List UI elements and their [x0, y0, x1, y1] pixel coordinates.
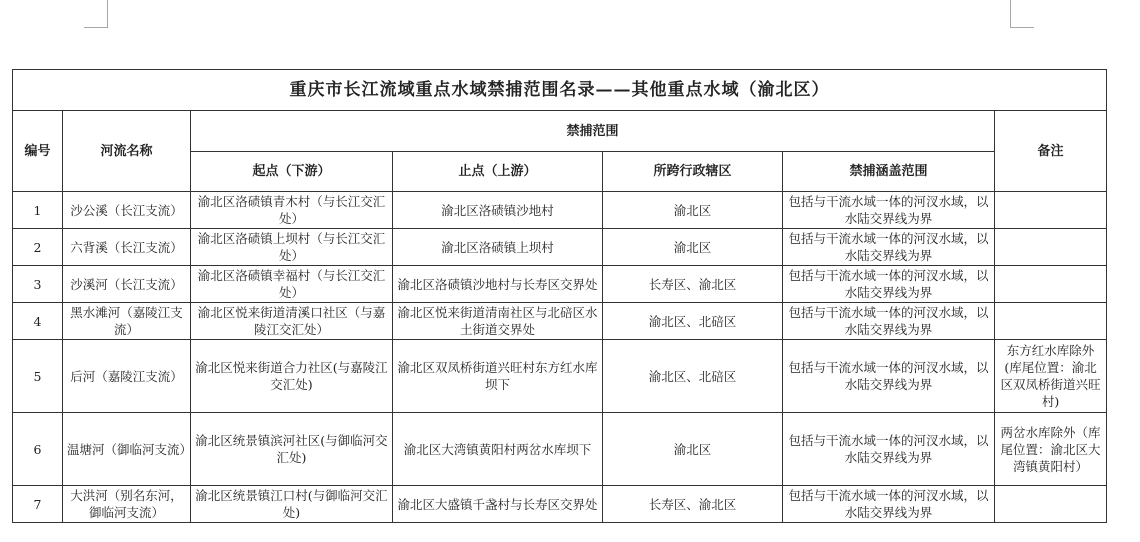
header-coverage: 禁捕涵盖范围 — [783, 152, 995, 192]
cell-end: 渝北区双凤桥街道兴旺村东方红水库坝下 — [393, 340, 603, 413]
cell-end: 渝北区大盛镇千盏村与长寿区交界处 — [393, 486, 603, 523]
header-note: 备注 — [995, 111, 1107, 192]
crop-mark-top-right-horizontal — [1010, 27, 1034, 28]
cell-district: 长寿区、渝北区 — [603, 266, 783, 303]
cell-district: 渝北区、北碚区 — [603, 303, 783, 340]
cell-no: 3 — [13, 266, 63, 303]
cell-end: 渝北区洛碛镇上坝村 — [393, 229, 603, 266]
cell-start: 渝北区洛碛镇幸福村（与长江交汇处） — [191, 266, 393, 303]
cell-start: 渝北区洛碛镇上坝村（与长江交汇处） — [191, 229, 393, 266]
cell-end: 渝北区洛碛镇沙地村 — [393, 192, 603, 229]
crop-mark-top-right-vertical — [1010, 0, 1011, 28]
table-row — [13, 413, 1107, 486]
table-row — [13, 486, 1107, 523]
cell-coverage: 包括与干流水域一体的河汊水域，以水陆交界线为界 — [783, 192, 995, 229]
cell-coverage: 包括与干流水域一体的河汊水域，以水陆交界线为界 — [783, 303, 995, 340]
header-no: 编号 — [13, 111, 63, 192]
table-row — [13, 303, 1107, 340]
header-river: 河流名称 — [63, 111, 191, 192]
table-row — [13, 340, 1107, 413]
table-row — [13, 192, 1107, 229]
table-row — [13, 229, 1107, 266]
cell-coverage: 包括与干流水域一体的河汊水域，以水陆交界线为界 — [783, 340, 995, 413]
cell-start: 渝北区悦来街道合力社区(与嘉陵江交汇处) — [191, 340, 393, 413]
header-district: 所跨行政辖区 — [603, 152, 783, 192]
crop-mark-top-left-vertical — [107, 0, 108, 28]
cell-coverage: 包括与干流水域一体的河汊水域，以水陆交界线为界 — [783, 229, 995, 266]
header-end: 止点（上游） — [393, 152, 603, 192]
cell-note: 东方红水库除外(库尾位置：渝北区双凤桥街道兴旺村) — [995, 340, 1107, 413]
cell-no: 4 — [13, 303, 63, 340]
cell-river: 温塘河（御临河支流） — [63, 413, 191, 486]
cell-coverage: 包括与干流水域一体的河汊水域，以水陆交界线为界 — [783, 486, 995, 523]
cell-start: 渝北区悦来街道清溪口社区（与嘉陵江交汇处） — [191, 303, 393, 340]
fishing-ban-table — [12, 69, 1107, 523]
cell-district: 渝北区、北碚区 — [603, 340, 783, 413]
cell-river: 六背溪（长江支流） — [63, 229, 191, 266]
cell-note — [995, 486, 1107, 523]
cell-start: 渝北区统景镇江口村(与御临河交汇处) — [191, 486, 393, 523]
cell-note — [995, 303, 1107, 340]
table-row — [13, 266, 1107, 303]
cell-end: 渝北区大湾镇黄阳村两岔水库坝下 — [393, 413, 603, 486]
cell-note — [995, 266, 1107, 303]
cell-note — [995, 192, 1107, 229]
crop-mark-top-left-horizontal — [84, 27, 108, 28]
cell-district: 渝北区 — [603, 192, 783, 229]
cell-river: 后河（嘉陵江支流） — [63, 340, 191, 413]
header-range: 禁捕范围 — [191, 111, 995, 152]
cell-end: 渝北区悦来街道清南社区与北碚区水土街道交界处 — [393, 303, 603, 340]
cell-no: 6 — [13, 413, 63, 486]
cell-no: 5 — [13, 340, 63, 413]
cell-note: 两岔水库除外（库尾位置：渝北区大湾镇黄阳村） — [995, 413, 1107, 486]
header-start: 起点（下游） — [191, 152, 393, 192]
cell-coverage: 包括与干流水域一体的河汊水域，以水陆交界线为界 — [783, 413, 995, 486]
cell-coverage: 包括与干流水域一体的河汊水域，以水陆交界线为界 — [783, 266, 995, 303]
cell-district: 渝北区 — [603, 413, 783, 486]
cell-no: 2 — [13, 229, 63, 266]
cell-district: 长寿区、渝北区 — [603, 486, 783, 523]
cell-start: 渝北区洛碛镇青木村（与长江交汇处） — [191, 192, 393, 229]
table-title: 重庆市长江流域重点水域禁捕范围名录——其他重点水域（渝北区） — [13, 70, 1107, 111]
cell-note — [995, 229, 1107, 266]
cell-river: 黑水滩河（嘉陵江支流） — [63, 303, 191, 340]
cell-no: 1 — [13, 192, 63, 229]
cell-river: 沙溪河（长江支流） — [63, 266, 191, 303]
cell-river: 大洪河（别名东河，御临河支流） — [63, 486, 191, 523]
cell-start: 渝北区统景镇滨河社区(与御临河交汇处) — [191, 413, 393, 486]
cell-no: 7 — [13, 486, 63, 523]
cell-end: 渝北区洛碛镇沙地村与长寿区交界处 — [393, 266, 603, 303]
cell-district: 渝北区 — [603, 229, 783, 266]
cell-river: 沙公溪（长江支流） — [63, 192, 191, 229]
